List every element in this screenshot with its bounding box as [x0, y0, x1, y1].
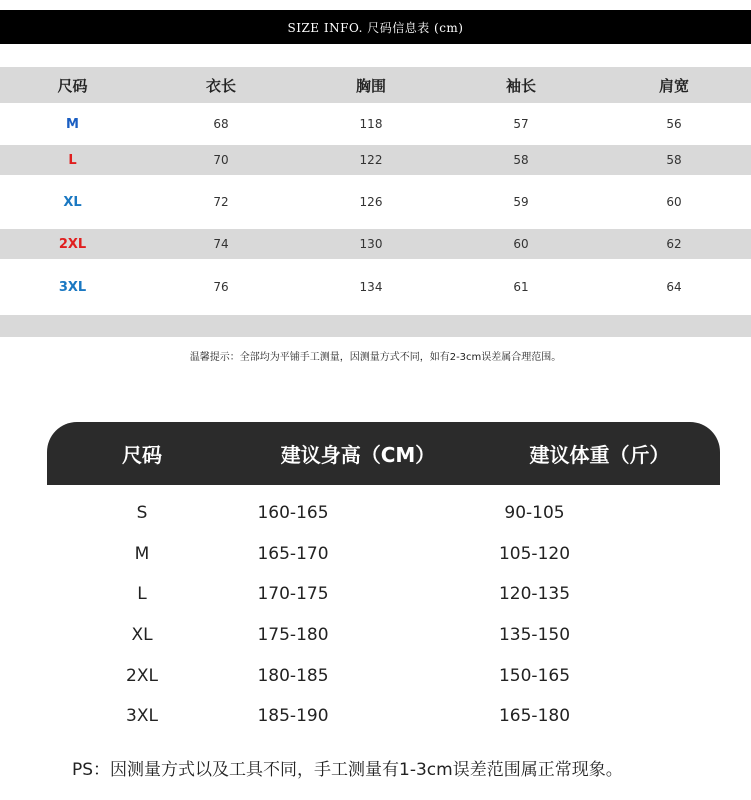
sleeve-value: 60: [513, 237, 529, 251]
height-cell: 175-180: [257, 625, 329, 646]
sleeve-value: 58: [513, 153, 529, 167]
height-cell: 165-170: [257, 543, 329, 564]
size-cell: XL: [131, 625, 153, 646]
table-row: [47, 534, 720, 575]
shoulder-value: 60: [666, 195, 682, 209]
table-row: [47, 655, 720, 696]
table-row: [0, 175, 751, 229]
size-cell: S: [136, 503, 148, 524]
chest-value: 130: [359, 237, 383, 251]
size-cell: 3XL: [126, 706, 158, 727]
height-cell: 170-175: [257, 584, 329, 605]
size-label: 3XL: [58, 279, 87, 295]
table-row: [0, 145, 751, 175]
header-chest: 胸围: [355, 76, 386, 95]
header-weight: 建议体重（斤）: [529, 443, 670, 467]
table-row: [0, 103, 751, 145]
height-cell: 180-185: [257, 665, 329, 686]
sleeve-value: 61: [513, 280, 529, 294]
shoulder-value: 58: [666, 153, 682, 167]
table-row: [47, 615, 720, 656]
measurement-note: 温馨提示：全部均为平铺手工测量，因测量方式不同，如有2-3cm误差属合理范围。: [189, 352, 562, 363]
weight-cell: 150-165: [498, 665, 571, 686]
header-size: 尺码: [122, 443, 162, 467]
size-label: XL: [63, 194, 82, 210]
weight-cell: 90-105: [504, 503, 565, 524]
length-value: 68: [213, 117, 229, 131]
size-info-title: SIZE INFO. 尺码信息表 (cm): [0, 10, 751, 44]
table-row: [0, 259, 751, 315]
header-shoulder: 肩宽: [658, 76, 689, 95]
sleeve-value: 59: [513, 195, 529, 209]
length-value: 72: [213, 195, 229, 209]
weight-cell: 120-135: [498, 584, 571, 605]
length-value: 70: [213, 153, 229, 167]
size-cell: M: [134, 543, 150, 564]
table-footer-band: [0, 315, 751, 337]
shoulder-value: 56: [666, 117, 682, 131]
header-size: 尺码: [57, 76, 88, 95]
size-cell: L: [137, 584, 147, 605]
height-cell: 160-165: [257, 503, 329, 524]
table-row: [47, 696, 720, 737]
weight-cell: 135-150: [498, 625, 571, 646]
shoulder-value: 62: [666, 237, 682, 251]
length-value: 76: [213, 280, 229, 294]
recommendation-table: [47, 493, 720, 737]
chest-value: 118: [359, 117, 383, 131]
weight-cell: 105-120: [498, 543, 571, 564]
recommendation-table-header: [47, 422, 720, 485]
measurement-table-header: [0, 67, 751, 103]
size-label: M: [66, 116, 79, 132]
table-row: [0, 229, 751, 259]
size-label: 2XL: [58, 236, 87, 252]
header-height: 建议身高（CM）: [280, 443, 436, 467]
header-length: 衣长: [205, 76, 236, 95]
table-row: [47, 574, 720, 615]
sleeve-value: 57: [513, 117, 529, 131]
size-label: L: [68, 152, 77, 168]
length-value: 74: [213, 237, 229, 251]
weight-cell: 165-180: [498, 706, 571, 727]
height-cell: 185-190: [257, 706, 329, 727]
table-row: [47, 493, 720, 534]
size-cell: 2XL: [126, 665, 158, 686]
header-sleeve: 袖长: [505, 76, 536, 95]
shoulder-value: 64: [666, 280, 682, 294]
chest-value: 134: [359, 280, 383, 294]
chest-value: 122: [359, 153, 383, 167]
ps-note: PS：因测量方式以及工具不同，手工测量有1-3cm误差范围属正常现象。: [72, 760, 623, 780]
measurement-table: [0, 67, 751, 337]
chest-value: 126: [359, 195, 383, 209]
